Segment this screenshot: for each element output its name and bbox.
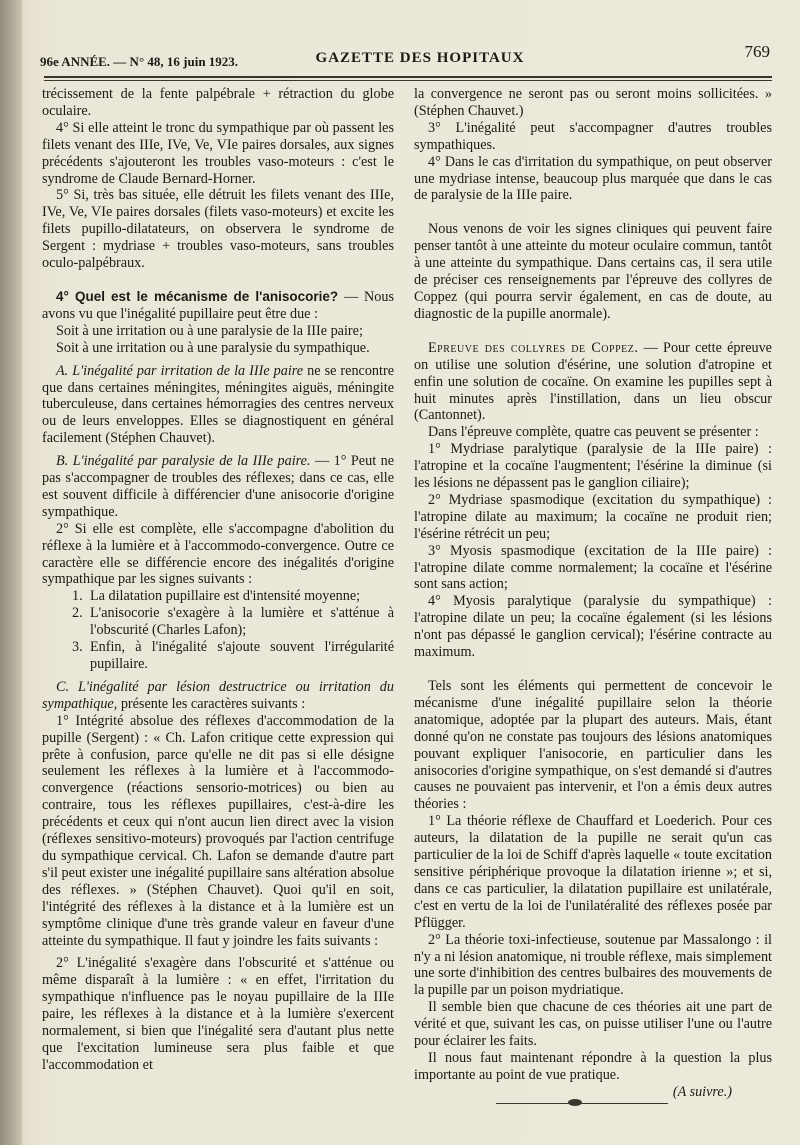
theory-item: 1° La théorie réflexe de Chauffard et Loederich. Pour ces auteurs, la dilatation de la pupille ne serait qu'un cas particulier de la loi de Schiff d'après laquelle « toute excitation sensitive périphérique provoque la dilatation irienne »; et si, dans ce cas particulier, la dilatation pupillaire est unilatérale, c'est en vertu de la loi de l'unilatéralité des réflexes posée par Pflügger. (414, 813, 772, 931)
subheading: C. L'inégalité par lésion destructrice ou irritation du sympathique, (42, 678, 394, 712)
case-item: 2° Mydriase spasmodique (excitation du sympathique) : l'atropine dilate au maximum; la cocaïne ne produit rien; l'ésérine rétrécit un peu; (414, 491, 772, 542)
end-ornament (568, 1099, 582, 1106)
header-rule (44, 76, 772, 78)
paragraph: 2° Si elle est complète, elle s'accompagne d'abolition du réflexe à la lumière et à l'accommodo-convergence. Outre ce caractère elle se différencie encore des inégalités d'origine sympathique par les signes suivants : (42, 520, 394, 588)
paragraph: 3° L'inégalité peut s'accompagner d'autres troubles sympathiques. (414, 119, 772, 153)
section-heading: Epreuve des collyres de Coppez. (428, 339, 639, 356)
subheading: B. L'inégalité par paralysie de la IIIe paire. (56, 453, 311, 470)
section-epreuve: Epreuve des collyres de Coppez. — Pour cette épreuve on utilise une solution d'ésérine, une solution d'atropine et enfin une solution de cocaïne. On examine les pupilles sept à huit minutes après l'instillation, dans un lieu obscur (Cantonnet). (414, 339, 772, 424)
paragraph-b: B. L'inégalité par paralysie de la IIIe paire. — 1° Peut ne pas s'accompagner de troubles des réflexes; dans ce cas, elle est souvent difficile à différencier d'une anisocorie d'origine sympathique. (42, 453, 394, 520)
left-column (42, 86, 394, 1074)
paragraph: Il nous faut maintenant répondre à la question la plus importante au point de vue pratique. (414, 1049, 772, 1083)
journal-title: GAZETTE DES HOPITAUX (315, 50, 525, 66)
header-rule-thin (44, 80, 772, 81)
case-item: 3° Myosis spasmodique (excitation de la IIIe paire) : l'atropine dilate comme normalement; la cocaïne et l'ésérine sont sans action; (414, 542, 772, 593)
page-header (40, 42, 770, 72)
paragraph-a: A. L'inégalité par irritation de la IIIe paire ne se rencontre que dans certaines méningites, méningites aiguës, méningite tuberculeuse, dans certaines hémorragies des centres nerveux ou de leurs enveloppes. Elles se diagnostiquent en général facilement (Stéphen Chauvet). (42, 362, 394, 447)
paragraph: la convergence ne seront pas ou seront moins sollicitées. » (Stéphen Chauvet.) (414, 86, 772, 119)
issue-info: 96e ANNÉE. — N° 48, 16 juin 1923. (40, 54, 239, 69)
section-question: 4° Quel est le mécanisme de l'anisocorie? — Nous avons vu que l'inégalité pupillaire peut être due : (42, 288, 394, 322)
paragraph: Il semble bien que chacune de ces théories ait une part de vérité et que, suivant les cas, on puisse utiliser l'une ou l'autre pour éclairer les faits. (414, 999, 772, 1050)
right-column (414, 86, 772, 1101)
list-item: 3. Enfin, à l'inégalité s'ajoute souvent l'irrégularité pupillaire. (72, 639, 394, 672)
paragraph: 2° L'inégalité s'exagère dans l'obscurité et s'atténue ou même disparaît à la lumière : « en effet, l'irritation du sympathique n'influence pas le noyau pupillaire de la IIIe paire, les réflexes à la distance et à la lumière s'exercent normalement, si bien que l'inégalité sera d'autant plus nette que l'excitation lumineuse sera plus faible et que l'accommodation et (42, 955, 394, 1073)
paragraph: Tels sont les éléments qui permettent de concevoir le mécanisme d'une inégalité pupillaire selon la théorie anatomique, adoptée par la plupart des auteurs. Mais, étant donné qu'on ne constate pas toujours des lésions anatomiques pouvant expliquer l'anisocorie, en particulier dans les anisocories d'origine sympathique, on s'est demandé si d'autres causes ne pouvaient pas intervenir, et l'on a émis deux autres théories : (414, 678, 772, 813)
list-item: 1. La dilatation pupillaire est d'intensité moyenne; (72, 588, 361, 605)
case-item: 4° Myosis paralytique (paralysie du sympathique) : l'atropine dilate un peu; la cocaïne également (si les lésions n'ont pas dépassé le ganglion cervical); l'ésérine contracte au maximum. (414, 593, 772, 661)
paragraph: 5° Si, très bas située, elle détruit les filets venant des IIIe, IVe, Ve, VIe paires dorsales (filets vaso-moteurs) et excite les filets pupillo-dilatateurs, on observera le syndrome de Sergent : mydriase + troubles vaso-moteurs, sans troubles oculo-palpébraux. (42, 187, 394, 272)
paragraph: Dans l'épreuve complète, quatre cas peuvent se présenter : (428, 424, 759, 441)
paragraph: trécissement de la fente palpébrale + rétraction du globe oculaire. (42, 86, 394, 119)
to-be-continued: (A suivre.) (672, 1083, 732, 1100)
paragraph: Soit à une irritation ou à une paralysie du sympathique. (56, 339, 370, 356)
paragraph: 4° Dans le cas d'irritation du sympathique, on peut observer une mydriase intense, beaucoup plus marquée que dans le cas de paralysie de la IIIe paire. (414, 153, 772, 204)
end-rule (496, 1103, 668, 1104)
paragraph-c: C. L'inégalité par lésion destructrice ou irritation du sympathique, présente les caractères suivants : (42, 678, 394, 712)
subheading: A. L'inégalité par irritation de la IIIe paire (56, 362, 304, 379)
paragraph: 4° Si elle atteint le tronc du sympathique par où passent les filets venant des IIIe, IVe, Ve, VIe paires dorsales, aux signes précédents s'ajouteront les troubles vaso-moteurs : c'est le syndrome de Claude Bernard-Horner. (42, 119, 394, 187)
list-item: 2. L'anisocorie s'exagère à la lumière et s'atténue à l'obscurité (Charles Lafon); (72, 605, 394, 639)
signs-list (42, 588, 394, 673)
paragraph: Soit à une irritation ou à une paralysie de la IIIe paire; (56, 322, 363, 339)
paragraph: 1° Intégrité absolue des réflexes d'accommodation de la pupille (Sergent) : « Ch. Lafon critique cette expression qui prête à confusion, parce qu'elle ne dit pas si elle désigne seulement les réflexes à la lumière et à l'accommodo-convergence (réactions sensorio-motrices) ou bien au contraire, tous les réflexes pupillaires, c'est-à-dire les précédents et ceux qui n'ont aucun lien direct avec la vision (réflexes sensitivo-moteurs) provoqués par l'action centrifuge du sympathique cervical. Ch. Lafon se demande d'autre part s'il peut exister une inégalité pupillaire sans altération absolue des réflexes. » (Stéphen Chauvet). Quoi qu'il en soit, l'intégrité des réflexes à la distance et à la lumière est un symptôme clinique d'une très grande valeur en faveur d'une atteinte du sympathique. Il faut y joindre les faits suivants : (42, 712, 394, 949)
page-number: 769 (744, 42, 770, 61)
page-binding-shadow (0, 0, 22, 1145)
paragraph: Nous venons de voir les signes cliniques qui peuvent faire penser tantôt à une atteinte du moteur oculaire commun, tantôt à une atteinte du sympathique. Dans certains cas, il sera utile de préciser ces renseignements par l'épreuve des collyres de Coppez (qui pourra servir également, en cas de doute, au diagnostic de la pupille anormale). (414, 221, 772, 322)
theory-item: 2° La théorie toxi-infectieuse, soutenue par Massalongo : il n'y a ni lésion anatomique, ni trouble réflexe, mais simplement une sorte d'inhibition des centres bulbaires des mouvements de la pupille par un poison mydriatique. (414, 931, 772, 999)
section-heading: 4° Quel est le mécanisme de l'anisocorie? (56, 288, 339, 304)
case-item: 1° Mydriase paralytique (paralysie de la IIIe paire) : l'atropine et la cocaïne l'augmentent; l'ésérine la diminue (si les lésions ne dépassent pas le ganglion ciliaire); (414, 441, 772, 492)
